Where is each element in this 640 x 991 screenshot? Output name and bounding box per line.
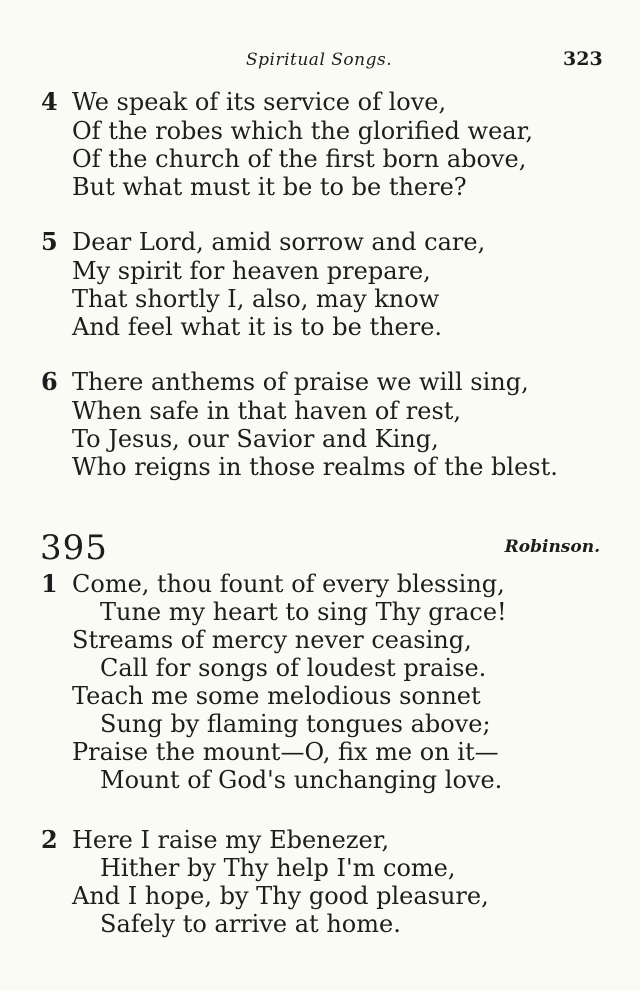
verse-line: We speak of its service of love, — [72, 88, 447, 116]
verse-line: Hither by Thy help I'm come, — [100, 854, 456, 882]
verse-line: But what must it be to be there? — [72, 173, 467, 201]
verse-line: Who reigns in those realms of the blest. — [72, 453, 558, 481]
verse-line: And feel what it is to be there. — [72, 313, 443, 341]
verse-line: Praise the mount—O, fix me on it— — [72, 738, 499, 766]
verse-line: Sung by flaming tongues above; — [100, 710, 491, 738]
verse-line: Of the robes which the glorified wear, — [72, 117, 534, 145]
verse-line: Teach me some melodious sonnet — [72, 682, 481, 710]
verse-line: When safe in that haven of rest, — [72, 397, 462, 425]
verse-line: Of the church of the first born above, — [72, 145, 527, 173]
verse-number: 1 — [41, 569, 58, 598]
verse-number: 6 — [41, 367, 58, 396]
verse-line: To Jesus, our Savior and King, — [72, 425, 439, 453]
verse-line: And I hope, by Thy good pleasure, — [72, 882, 489, 910]
hymn-number: 395 — [40, 528, 108, 568]
verse-number: 4 — [41, 87, 58, 116]
verse-line: There anthems of praise we will sing, — [72, 368, 529, 396]
hymn-heading — [0, 528, 640, 568]
running-title: Spiritual Songs. — [246, 50, 393, 70]
verse-line: My spirit for heaven prepare, — [72, 257, 431, 285]
verse-line: Mount of God's unchanging love. — [100, 766, 503, 794]
verse-line: Call for songs of loudest praise. — [100, 654, 487, 682]
verse-number: 5 — [41, 227, 58, 256]
verse-line: Come, thou fount of every blessing, — [72, 570, 505, 598]
verse-line: Tune my heart to sing Thy grace! — [100, 598, 507, 626]
verse-line: That shortly I, also, may know — [72, 285, 440, 313]
verse-number: 2 — [41, 825, 58, 854]
verse-line: Streams of mercy never ceasing, — [72, 626, 472, 654]
verse-line: Here I raise my Ebenezer, — [72, 826, 390, 854]
verse-line: Safely to arrive at home. — [100, 910, 401, 938]
page-number: 323 — [563, 48, 603, 70]
verse-line: Dear Lord, amid sorrow and care, — [72, 228, 486, 256]
composer-name: Robinson. — [504, 537, 600, 557]
page-header — [0, 48, 640, 74]
